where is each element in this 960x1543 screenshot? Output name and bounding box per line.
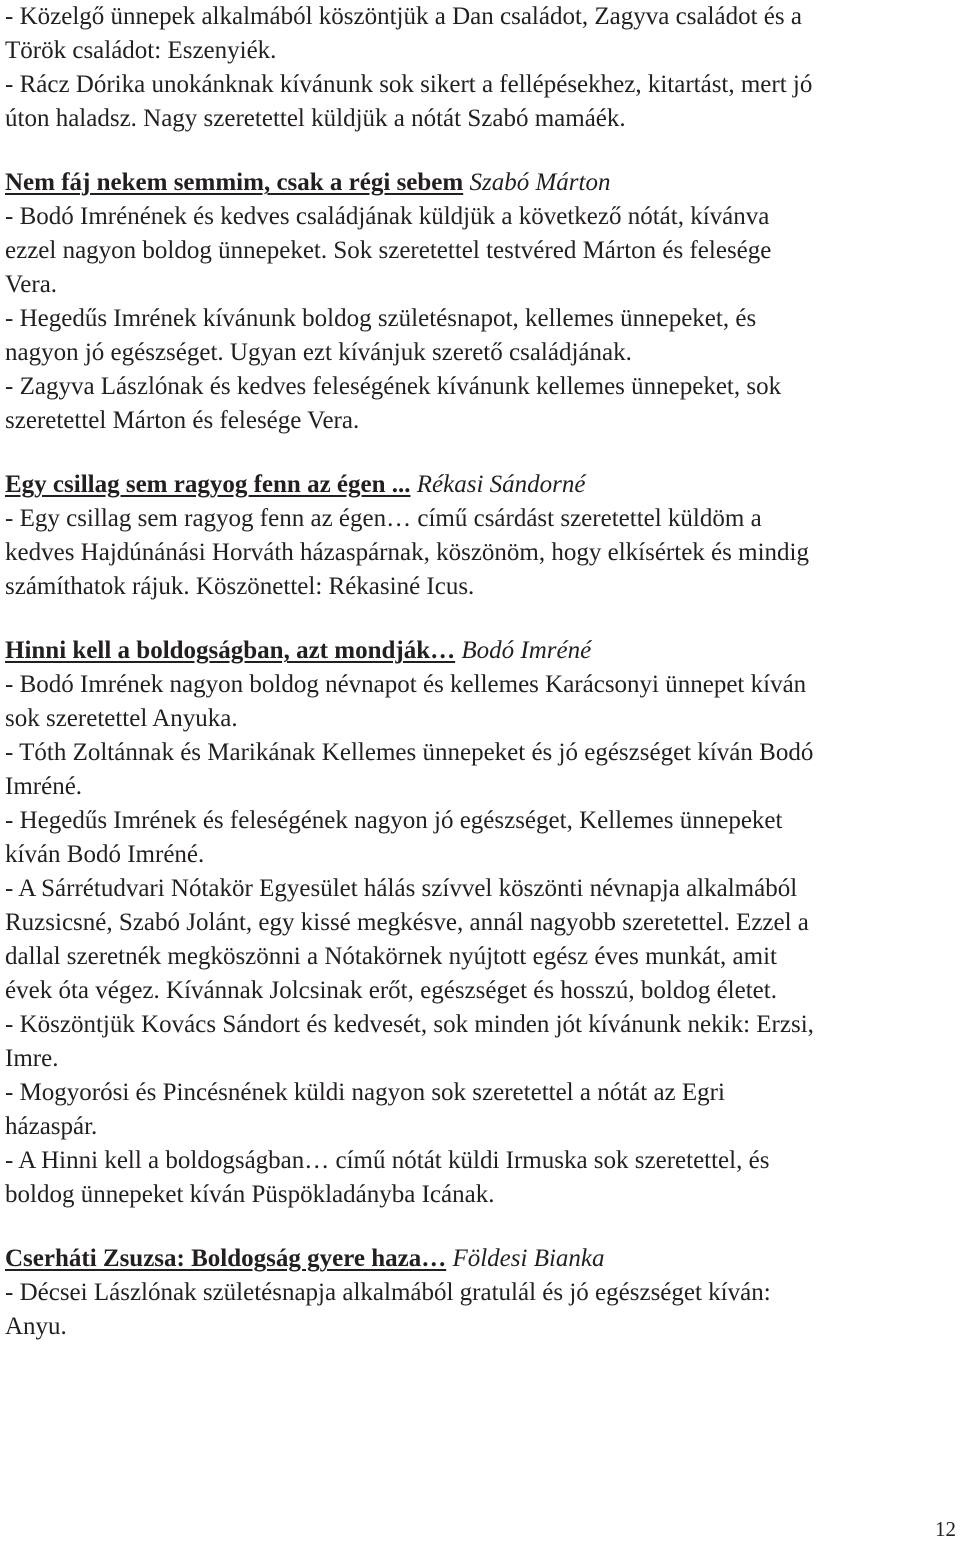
text-line: - Mogyorósi és Pincésnének küldi nagyon sok szeretettel a nótát az Egri [5, 1079, 725, 1106]
text-line: Imre. [5, 1045, 59, 1072]
song-title: Hinni kell a boldogságban, azt mondják… [5, 637, 456, 664]
section-spacer [5, 438, 957, 468]
section-spacer [5, 604, 957, 634]
text-line: dallal szeretnék megköszönni a Nótakörnek nyújtott egész éves munkát, amit [5, 943, 777, 970]
song-section [5, 634, 957, 1212]
text-line: - Décsei Lászlónak születésnapja alkalmából gratulál és jó egészséget kíván: [5, 1279, 771, 1306]
text-line: - Tóth Zoltánnak és Marikának Kellemes ünnepeket és jó egészséget kíván Bodó [5, 739, 814, 766]
song-section [5, 1242, 957, 1344]
song-heading [5, 1242, 957, 1276]
text-line: Ruzsicsné, Szabó Jolánt, egy kissé megkésve, annál nagyobb szeretettel. Ezzel a [5, 909, 809, 936]
text-line: évek óta végez. Kívánnak Jolcsinak erőt, egészséget és hosszú, boldog életet. [5, 977, 777, 1004]
greeting-paragraph [5, 872, 957, 1008]
greeting-paragraph [5, 804, 957, 872]
greeting-paragraph [5, 668, 957, 736]
text-line: nagyon jó egészséget. Ugyan ezt kívánjuk szerető családjának. [5, 339, 632, 366]
text-line: - Rácz Dórika unokánknak kívánunk sok sikert a fellépésekhez, kitartást, mert jó [5, 71, 813, 98]
section-spacer [5, 136, 957, 166]
greeting-paragraph [5, 200, 957, 302]
greeting-paragraph [5, 370, 957, 438]
text-line: Imréné. [5, 773, 83, 800]
song-heading [5, 634, 957, 668]
song-heading [5, 166, 957, 200]
text-line: - Egy csillag sem ragyog fenn az égen… című csárdást szeretettel küldöm a [5, 505, 762, 532]
song-requester: Földesi Bianka [452, 1245, 605, 1272]
greeting-paragraph [5, 1276, 957, 1344]
text-line: úton haladsz. Nagy szeretettel küldjük a nótát Szabó mamáék. [5, 105, 626, 132]
text-line: kedves Hajdúnánási Horváth házaspárnak, köszönöm, hogy elkísértek és mindig [5, 539, 809, 566]
song-requester: Rékasi Sándorné [416, 471, 586, 498]
greeting-paragraph [5, 1076, 957, 1144]
song-heading [5, 468, 957, 502]
text-line: kíván Bodó Imréné. [5, 841, 205, 868]
text-line: számíthatok rájuk. Köszönettel: Rékasiné Icus. [5, 573, 475, 600]
text-line: Vera. [5, 271, 58, 298]
text-line: - Köszöntjük Kovács Sándort és kedvesét, sok minden jót kívánunk nekik: Erzsi, [5, 1011, 814, 1038]
text-line: szeretettel Márton és felesége Vera. [5, 407, 360, 434]
text-line: ezzel nagyon boldog ünnepeket. Sok szeretettel testvéred Márton és felesége [5, 237, 772, 264]
text-line: Török családot: Eszenyiék. [5, 37, 277, 64]
song-requester: Szabó Márton [469, 169, 611, 196]
greeting-paragraph [5, 0, 957, 68]
text-line: boldog ünnepeket kíván Püspökladányba Icának. [5, 1181, 495, 1208]
greeting-paragraph [5, 302, 957, 370]
text-line: - Bodó Imrénének és kedves családjának küldjük a következő nótát, kívánva [5, 203, 770, 230]
greeting-paragraph [5, 502, 957, 604]
page-number: 12 [935, 1517, 956, 1541]
song-title: Egy csillag sem ragyog fenn az égen ... [5, 471, 411, 498]
text-line: házaspár. [5, 1113, 98, 1140]
text-line: - A Hinni kell a boldogságban… című nótát küldi Irmuska sok szeretettel, és [5, 1147, 770, 1174]
text-line: - A Sárrétudvari Nótakör Egyesület hálás szívvel köszönti névnapja alkalmából [5, 875, 798, 902]
greeting-paragraph [5, 1008, 957, 1076]
text-line: - Közelgő ünnepek alkalmából köszöntjük a Dan családot, Zagyva családot és a [5, 3, 802, 30]
song-section [5, 0, 957, 136]
greeting-paragraph [5, 736, 957, 804]
song-title: Nem fáj nekem semmim, csak a régi sebem [5, 169, 464, 196]
greeting-paragraph [5, 68, 957, 136]
text-line: Anyu. [5, 1313, 67, 1340]
song-section [5, 166, 957, 438]
song-section [5, 468, 957, 604]
text-line: sok szeretettel Anyuka. [5, 705, 238, 732]
document-page [5, 0, 957, 1344]
song-title: Cserháti Zsuzsa: Boldogság gyere haza… [5, 1245, 447, 1272]
section-spacer [5, 1212, 957, 1242]
greeting-paragraph [5, 1144, 957, 1212]
text-line: - Hegedűs Imrének és feleségének nagyon jó egészséget, Kellemes ünnepeket [5, 807, 783, 834]
text-line: - Bodó Imrének nagyon boldog névnapot és kellemes Karácsonyi ünnepet kíván [5, 671, 807, 698]
song-requester: Bodó Imréné [461, 637, 592, 664]
text-line: - Hegedűs Imrének kívánunk boldog születésnapot, kellemes ünnepeket, és [5, 305, 757, 332]
text-line: - Zagyva Lászlónak és kedves feleségének kívánunk kellemes ünnepeket, sok [5, 373, 782, 400]
